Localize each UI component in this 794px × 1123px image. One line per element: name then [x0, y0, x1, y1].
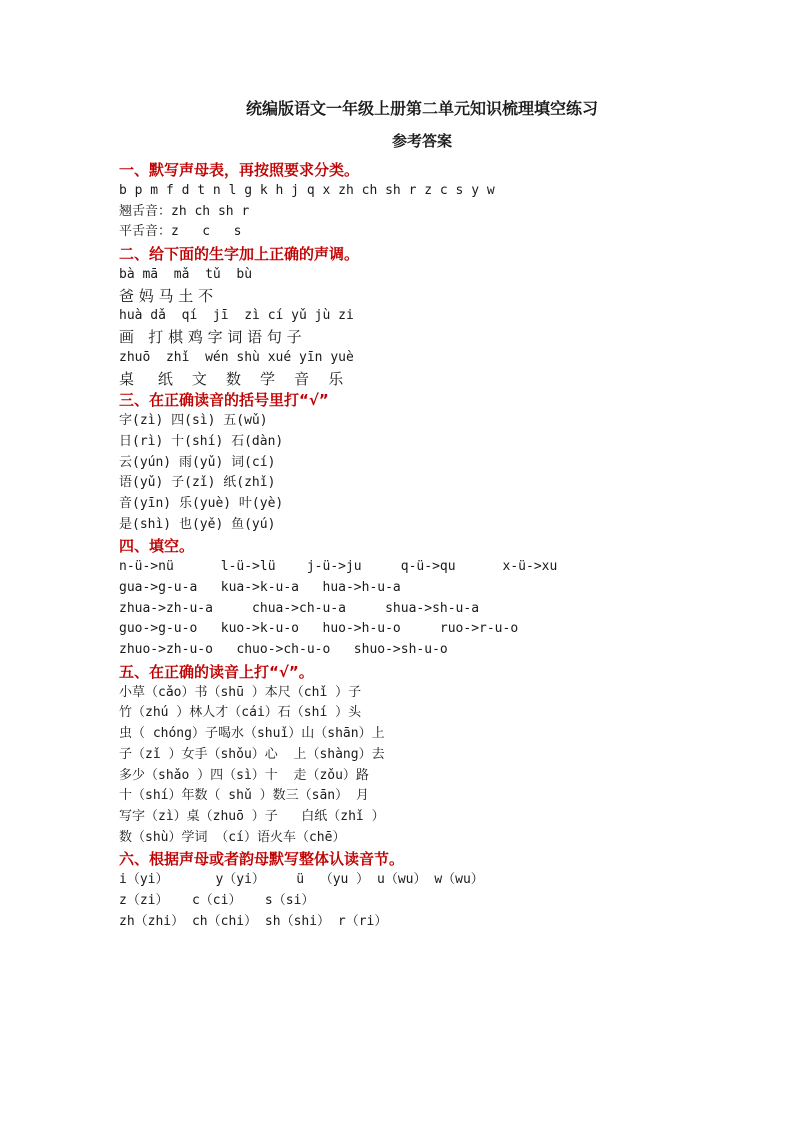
document-subtitle: 参考答案: [391, 132, 452, 150]
section-heading: 六、根据声母或者韵母默写整体认读音节。: [119, 850, 405, 869]
answer-line: 音(yīn) 乐(yuè) 叶(yè): [119, 495, 284, 511]
section-heading: 四、填空。: [119, 537, 195, 556]
section-heading: 一、默写声母表，再按照要求分类。: [119, 161, 360, 179]
answer-line: 云(yún) 雨(yǔ) 词(cí): [119, 454, 276, 470]
document-title: 统编版语文一年级上册第二单元知识梳理填空练习: [245, 99, 598, 118]
section-heading: 五、在正确的读音上打“√”。: [119, 662, 314, 681]
answer-line: 画 打 棋 鸡 字 词 语 句 子: [119, 328, 302, 347]
answer-line: zhuō zhǐ wén shù xué yīn yuè: [119, 349, 354, 365]
answer-line: n-ü->nü l-ü->lü j-ü->ju q-ü->qu x-ü->xu: [119, 559, 558, 575]
answer-line: 写字（zì）桌（zhuō ）子 白纸（zhǐ ）: [119, 808, 385, 824]
answer-line: zhua->zh-u-a chua->ch-u-a shua->sh-u-a: [119, 600, 480, 616]
answer-line: i（yi） y（yi） ü （yu ） u（wu） w（wu）: [119, 872, 484, 888]
answer-line: gua->g-u-a kua->k-u-a hua->h-u-a: [119, 580, 401, 595]
answer-line: 语(yǔ) 子(zǐ) 纸(zhǐ): [119, 475, 276, 491]
answer-line: bà mā mǎ tǔ bù: [119, 267, 253, 283]
answer-line: zhuo->zh-u-o chuo->ch-u-o shuo->sh-u-o: [119, 642, 448, 658]
answer-line: huà dǎ qí jī zì cí yǔ jù zi: [119, 308, 354, 324]
answer-line: z（zi） c（ci） s（si）: [119, 892, 315, 908]
answer-line: 竹（zhú ）林人才（cái）石（shí ）头: [119, 705, 362, 721]
answer-line: 日(rì) 十(shí) 石(dàn): [119, 433, 284, 449]
answer-line: 平舌音：z c s: [119, 224, 242, 240]
answer-line: 字(zì) 四(sì) 五(wǔ): [119, 413, 268, 429]
answer-line: 桌 纸 文 数 学 音 乐: [119, 369, 344, 388]
answer-line: 数（shù）学词 （cí）语火车（chē）: [119, 829, 346, 845]
answer-line: 虫（ chóng）子喝水（shuǐ）山（shān）上: [119, 726, 385, 742]
answer-line: 十（shí）年数（ shǔ ）数三（sān） 月: [119, 788, 369, 804]
answer-line: 多少（shǎo ）四（sì）十 走（zǒu）路: [119, 767, 369, 783]
answer-line: 小草（cǎo）书（shū ）本尺（chǐ ）子: [119, 684, 362, 700]
answer-line: 是(shì) 也(yě) 鱼(yú): [119, 516, 276, 532]
answer-line: guo->g-u-o kuo->k-u-o huo->h-u-o ruo->r-u-o: [119, 621, 519, 637]
document-body: [119, 159, 739, 932]
section-heading: 三、在正确读音的括号里打“√”: [119, 391, 329, 410]
answer-line: 爸 妈 马 土 不: [119, 286, 214, 305]
answer-line: 翘舌音：zh ch sh r: [119, 203, 250, 219]
answer-line: zh（zhi） ch（chi） sh（shi） r（ri）: [119, 913, 388, 929]
answer-line: 子（zǐ ）女手（shǒu）心 上（shàng）去: [119, 746, 385, 762]
answer-line: b p m f d t n l g k h j q x zh ch sh r z c s y w: [119, 183, 495, 198]
section-heading: 二、给下面的生字加上正确的声调。: [119, 245, 360, 264]
